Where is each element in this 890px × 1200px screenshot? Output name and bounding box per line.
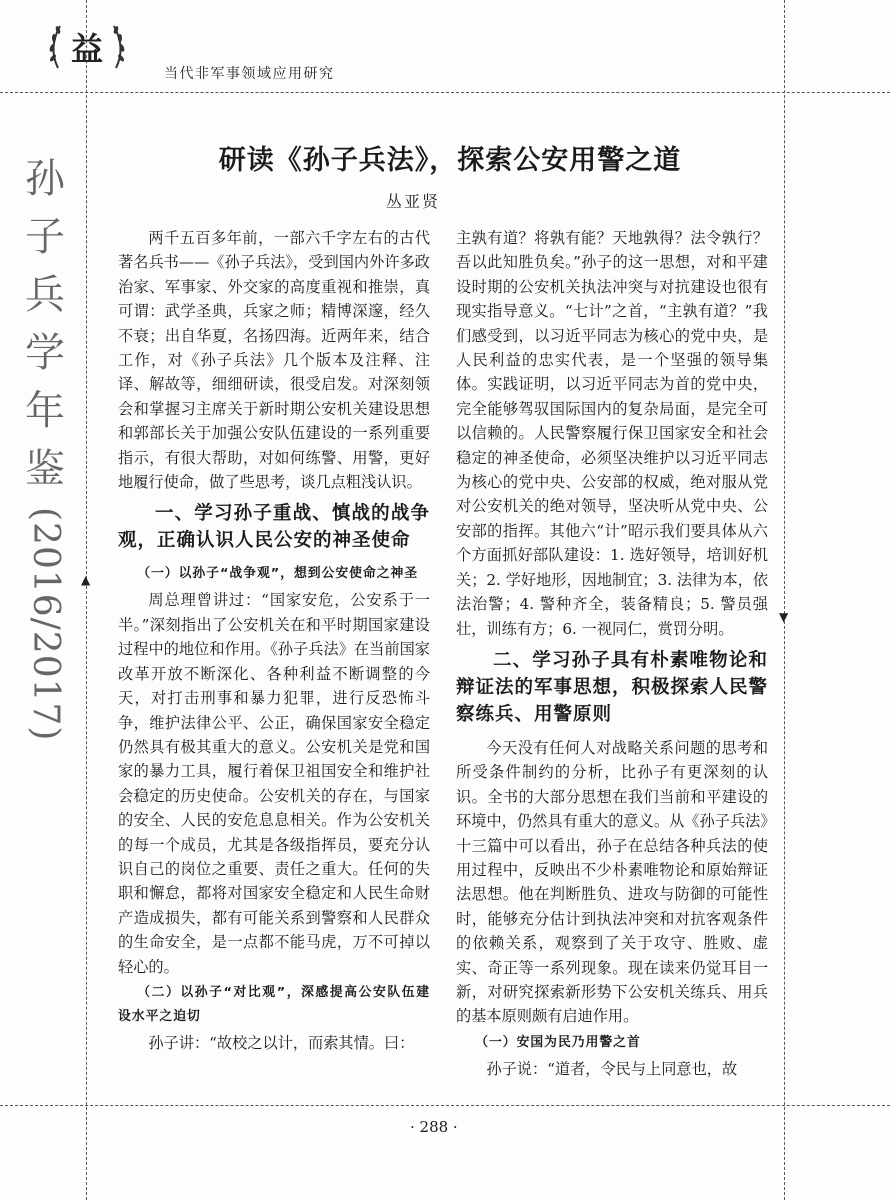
subsection-heading: （一）以孙子“战争观”，想到公安使命之神圣 [137, 566, 419, 582]
section-heading: 二、学习孙子具有朴素唯物论和辩证法的军事思想，积极探索人民警察练兵、用警原则 [456, 649, 769, 725]
subsection-heading: （一）安国为民乃用警之首 [475, 1034, 641, 1050]
page-number: · 288 · [410, 1118, 458, 1136]
left-column [118, 226, 430, 1055]
side-title-char: 年 [25, 388, 65, 434]
side-title-char: 孙 [25, 156, 65, 202]
paragraph: 今天没有任何人对战略关系问题的思考和所受条件制约的分析，比孙子有更深刻的认识。全书的大部分思想在我们当前和平建设的环境中，仍然具有重大的意义。从《孙子兵法》十三篇中可以看出，孙子在总结各种兵法的使用过程中，反映出不少朴素唯物论和原始辩证法思想。他在判断胜负、进攻与防御的可能性时，能够充分估计到执法冲突和对抗客观条件的依赖关系，观察到了关于攻守、胜败、虚实、奇正等一系列现象。现在读来仍觉耳目一新，对研究探索新形势下公安机关练兵、用兵的基本原则颇有启迪作用。 [456, 738, 768, 1026]
yearbook-side-title [22, 150, 68, 744]
subsection-heading: （二）以孙子“对比观”，深感提高公安队伍建设水平之迫切 [118, 984, 430, 1024]
side-title-char: 兵 [25, 272, 65, 318]
svg-text:益: 益 [70, 30, 104, 68]
side-title-year: (2016/2017) [25, 506, 66, 742]
paragraph: 孙子说：“道者，令民与上同意也，故 [486, 1059, 738, 1078]
footer-dashed-rule [0, 1105, 890, 1106]
right-dashed-rule [784, 0, 785, 1200]
article-title: 研读《孙子兵法》，探索公安用警之道 [218, 145, 682, 176]
side-title-char: 学 [25, 330, 65, 376]
paragraph: 两千五百多年前，一部六千字左右的古代著名兵书——《孙子兵法》，受到国内外许多政治家、军事家、外交家的高度重视和推崇，真可谓：武学圣典，兵家之师；精博深邃，经久不衰；出自华夏，名扬四海。近两年来，结合工作，对《孙子兵法》几个版本及注释、注译、解故等，细细研读，很受启发。对深刻领会和掌握习主席关于新时期公安机关建设思想和郭部长关于加强公安队伍建设的一系列重要指示，有很大帮助，对如何练警、用警，更好地履行使命，做了些思考，谈几点粗浅认识。 [118, 229, 430, 492]
header-dashed-rule [0, 92, 890, 93]
left-dashed-rule [86, 0, 87, 1200]
paragraph: 主孰有道？将孰有能？天地孰得？法令孰行？吾以此知胜负矣。”孙子的这一思想，对和平建设时期的公安机关执法冲突与对抗建设也很有现实指导意义。“七计”之首，“主孰有道？”我们感受到，以习近平同志为核心的党中央，是人民利益的忠实代表，是一个坚强的领导集体。实践证明，以习近平同志为首的党中央，完全能够驾驭国际国内的复杂局面，是完全可以信赖的。人民警察履行保卫国家安全和社会稳定的神圣使命，必须坚决维护以习近平同志为核心的党中央、公安部的权威，绝对服从党对公安机关的绝对领导，坚决听从党中央、公安部的指挥。其他六“计”昭示我们要具体从六个方面抓好部队建设：1. 选好领导，培训好机关；2. 学好地形，因地制宜；3. 法律为本，依法治警；4. 警种齐全，装备精良；5. 警员强壮，训练有方；6. 一视同仁，赏罚分明。 [456, 229, 769, 638]
paragraph: 孙子讲：“故校之以计，而索其情。曰： [148, 1033, 415, 1052]
right-column [456, 226, 768, 1081]
side-title-char: 鉴 [25, 446, 65, 492]
down-arrow-icon: ▼ [779, 610, 789, 624]
article-author: 丛亚贤 [386, 192, 441, 211]
side-title-char: 子 [25, 214, 65, 260]
section-heading: 一、学习孙子重战、慎战的战争观，正确认识人民公安的神圣使命 [118, 503, 430, 552]
running-header: 当代非军事领域应用研究 [164, 66, 335, 82]
paragraph: 周总理曾讲过：“国家安危，公安系于一半。”深刻指出了公安机关在和平时期国家建设过程中的地位和作用。《孙子兵法》在当前国家改革开放不断深化、各种利益不断调整的今天，对打击刑事和暴力犯罪，进行反恐怖斗争，维护法律公平、公正，确保国家安全稳定仍然具有极其重大的意义。公安机关是党和国家的暴力工具，履行着保卫祖国安全和维护社会稳定的历史使命。公安机关的存在，与国家的安全、人民的安危息息相关。作为公安机关的每一个成员，尤其是各级指挥员，要充分认识自己的岗位之重要、责任之重大。任何的失职和懈怠，都将对国家安全稳定和人民生命财产造成损失，都有可能关系到警察和人民群众的生命安全，是一点都不能马虎，万不可掉以轻心的。 [118, 591, 430, 976]
yearbook-laurel-emblem-icon [44, 18, 130, 76]
up-arrow-icon: ▲ [81, 573, 91, 587]
